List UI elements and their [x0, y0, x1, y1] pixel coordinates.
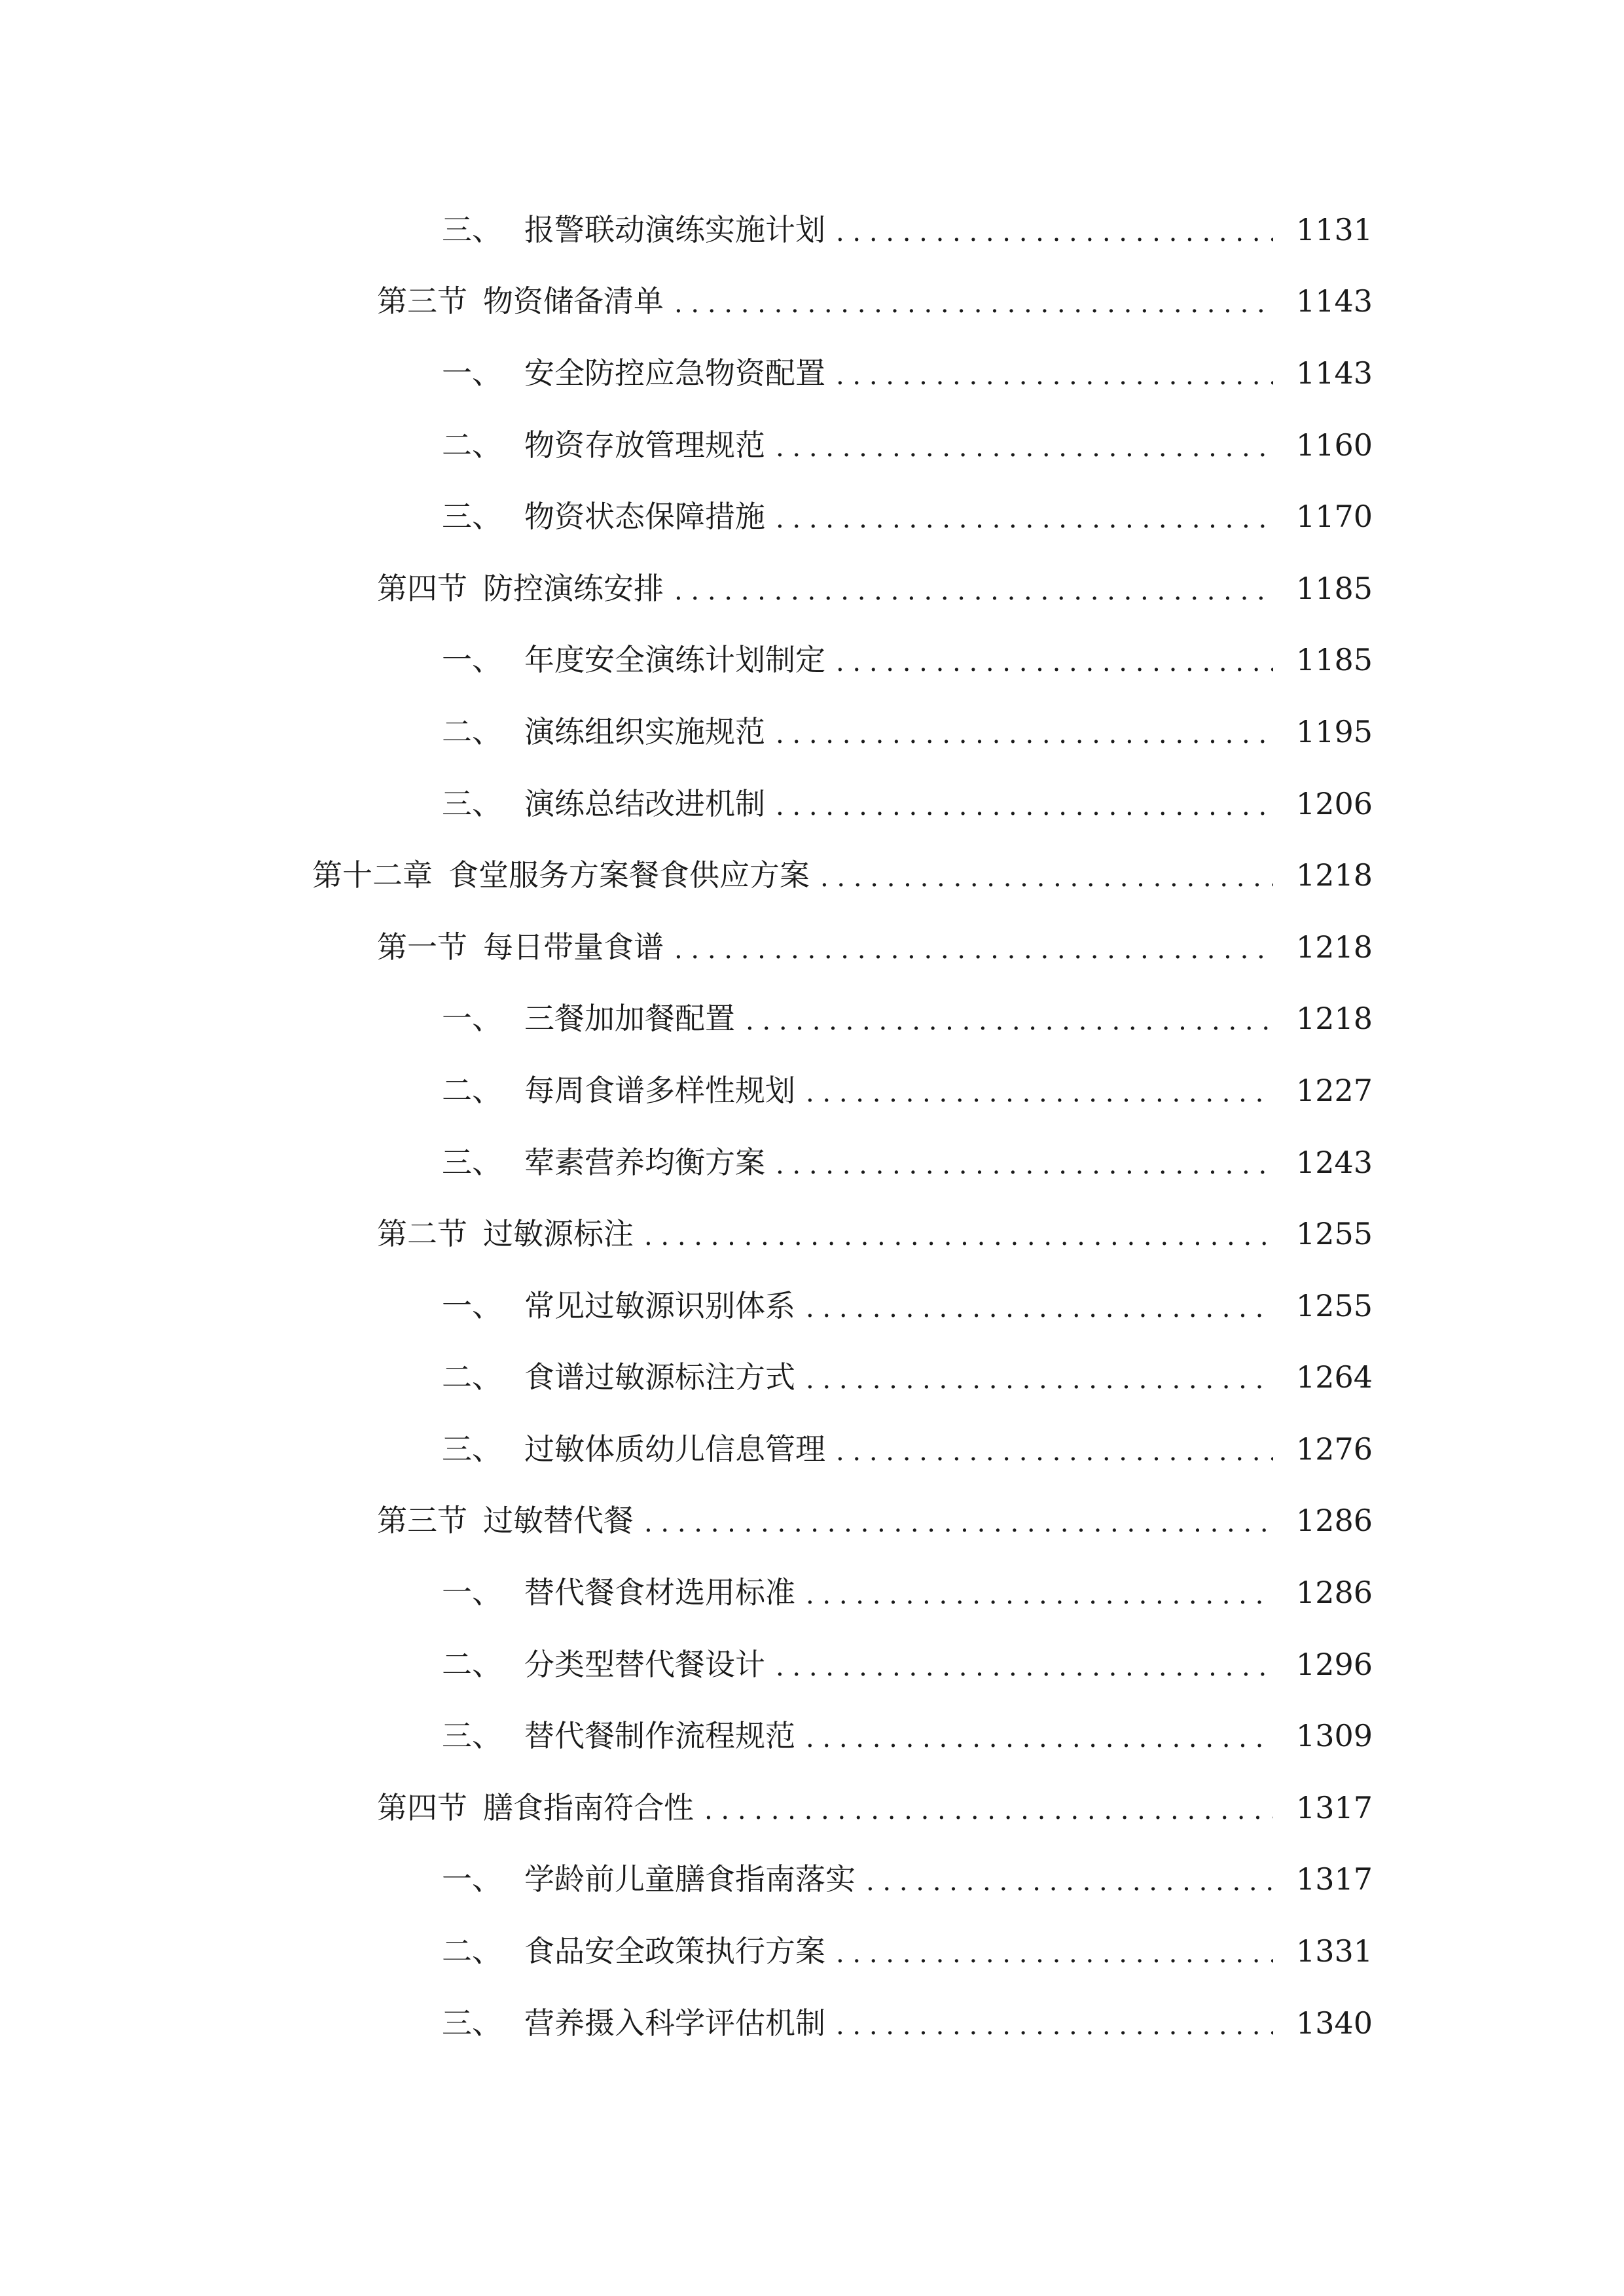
- toc-entry-title: [377, 929, 664, 965]
- toc-entry[interactable]: [0, 983, 1624, 1055]
- toc-entry[interactable]: [0, 1485, 1624, 1557]
- toc-entry-title: [377, 1503, 634, 1539]
- toc-page-number: 1331: [1295, 1933, 1373, 1969]
- toc-page-number: 1185: [1295, 642, 1373, 678]
- toc-entry-text: 学龄前儿童膳食指南落实: [524, 1861, 856, 1897]
- toc-page-number: 1317: [1295, 1789, 1373, 1825]
- toc-entry[interactable]: [0, 1342, 1624, 1414]
- toc-entry-number: 三、: [442, 211, 502, 247]
- toc-entry-title: [442, 1072, 795, 1108]
- toc-entry-title: [442, 1718, 795, 1754]
- toc-entry[interactable]: [0, 1556, 1624, 1628]
- toc-entry-text: 过敏替代餐: [483, 1503, 634, 1539]
- toc-dot-leader: [806, 1295, 1273, 1321]
- toc-entry-title: [442, 642, 825, 678]
- toc-entry[interactable]: [0, 409, 1624, 481]
- toc-dot-leader: [836, 1941, 1273, 1967]
- toc-entry-text: 三餐加加餐配置: [524, 1001, 735, 1037]
- toc-entry[interactable]: [0, 1054, 1624, 1126]
- toc-entry[interactable]: [0, 552, 1624, 624]
- toc-entry-text: 荤素营养均衡方案: [524, 1144, 765, 1180]
- toc-entry-title: [442, 1359, 795, 1395]
- toc-dot-leader: [806, 1725, 1273, 1751]
- toc-entry-number: 第四节: [377, 1789, 467, 1825]
- toc-page-number: 1218: [1295, 1001, 1373, 1037]
- toc-entry-number: 二、: [442, 1646, 502, 1682]
- toc-entry[interactable]: [0, 839, 1624, 911]
- toc-entry-number: 二、: [442, 1072, 502, 1108]
- toc-entry-title: [377, 283, 664, 319]
- toc-page-number: 1143: [1295, 283, 1373, 319]
- toc-entry-text: 食堂服务方案餐食供应方案: [448, 857, 810, 893]
- toc-entry-title: [442, 1287, 795, 1323]
- toc-dot-leader: [866, 1869, 1273, 1895]
- toc-entry-number: 一、: [442, 1001, 502, 1037]
- toc-page-number: 1227: [1295, 1072, 1373, 1108]
- toc-entry-number: 二、: [442, 1933, 502, 1969]
- toc-entry-text: 替代餐食材选用标准: [524, 1575, 795, 1611]
- toc-entry-title: [442, 1861, 856, 1897]
- toc-page-number: 1243: [1295, 1144, 1373, 1180]
- toc-page-number: 1143: [1295, 355, 1373, 391]
- toc-page-number: 1286: [1295, 1503, 1373, 1539]
- toc-entry-text: 过敏源标注: [483, 1216, 634, 1252]
- toc-page-number: 1317: [1295, 1861, 1373, 1897]
- toc-entry-number: 三、: [442, 1144, 502, 1180]
- toc-entry-title: [442, 1575, 795, 1611]
- toc-page-number: 1255: [1295, 1216, 1373, 1252]
- toc-entry-text: 报警联动演练实施计划: [524, 211, 825, 247]
- toc-entry-text: 食谱过敏源标注方式: [524, 1359, 795, 1395]
- toc-entry-text: 演练组织实施规范: [524, 713, 765, 749]
- toc-entry-number: 二、: [442, 713, 502, 749]
- toc-dot-leader: [776, 1654, 1273, 1680]
- toc-dot-leader: [806, 1367, 1273, 1393]
- toc-page-number: 1195: [1295, 713, 1373, 749]
- toc-entry[interactable]: [0, 1844, 1624, 1916]
- toc-entry[interactable]: [0, 1270, 1624, 1342]
- toc-entry-title: [442, 1933, 825, 1969]
- toc-entry-number: 一、: [442, 355, 502, 391]
- toc-entry-text: 营养摄入科学评估机制: [524, 2005, 825, 2041]
- toc-entry-text: 替代餐制作流程规范: [524, 1718, 795, 1754]
- toc-page-number: 1131: [1295, 211, 1373, 247]
- toc-entry-text: 常见过敏源识别体系: [524, 1287, 795, 1323]
- toc-entry-text: 安全防控应急物资配置: [524, 355, 825, 391]
- toc-dot-leader: [836, 1439, 1273, 1465]
- toc-entry-number: 第三节: [377, 283, 467, 319]
- toc-entry-title: [442, 427, 765, 463]
- toc-entry-title: [442, 1001, 735, 1037]
- toc-page-number: 1309: [1295, 1718, 1373, 1754]
- toc-entry[interactable]: [0, 1700, 1624, 1772]
- toc-entry[interactable]: [0, 911, 1624, 983]
- toc-entry-number: 三、: [442, 1431, 502, 1467]
- toc-entry-number: 一、: [442, 642, 502, 678]
- toc-page-number: 1170: [1295, 499, 1373, 535]
- toc-dot-leader: [746, 1008, 1273, 1034]
- toc-page-number: 1296: [1295, 1646, 1373, 1682]
- toc-dot-leader: [644, 1510, 1273, 1536]
- toc-page-number: 1160: [1295, 427, 1373, 463]
- toc-page-number: 1264: [1295, 1359, 1373, 1395]
- toc-entry-number: 第四节: [377, 570, 467, 606]
- toc-entry[interactable]: [0, 768, 1624, 840]
- toc-dot-leader: [836, 219, 1273, 245]
- toc-dot-leader: [776, 506, 1273, 532]
- toc-entry-title: [377, 570, 664, 606]
- toc-entry-title: [442, 355, 825, 391]
- toc-entry[interactable]: [0, 337, 1624, 409]
- toc-dot-leader: [644, 1223, 1273, 1249]
- toc-page-number: 1206: [1295, 785, 1373, 821]
- toc-entry[interactable]: [0, 1915, 1624, 1987]
- toc-entry-text: 演练总结改进机制: [524, 785, 765, 821]
- toc-dot-leader: [674, 937, 1273, 963]
- toc-entry-text: 过敏体质幼儿信息管理: [524, 1431, 825, 1467]
- toc-entry[interactable]: [0, 696, 1624, 768]
- toc-entry-text: 物资存放管理规范: [524, 427, 765, 463]
- toc-entry-number: 三、: [442, 785, 502, 821]
- table-of-contents: [0, 194, 1624, 2058]
- toc-dot-leader: [776, 721, 1273, 747]
- toc-entry[interactable]: [0, 1772, 1624, 1844]
- toc-entry[interactable]: [0, 1198, 1624, 1270]
- toc-entry-number: 二、: [442, 1359, 502, 1395]
- toc-dot-leader: [704, 1797, 1273, 1823]
- toc-entry[interactable]: [0, 194, 1624, 266]
- toc-entry-title: [312, 857, 810, 893]
- toc-entry[interactable]: [0, 266, 1624, 338]
- toc-entry-text: 年度安全演练计划制定: [524, 642, 825, 678]
- toc-entry-title: [442, 1646, 765, 1682]
- toc-dot-leader: [776, 1152, 1273, 1178]
- toc-dot-leader: [776, 435, 1273, 461]
- toc-entry-title: [442, 211, 825, 247]
- toc-entry[interactable]: [0, 1987, 1624, 2059]
- toc-entry-number: 第二节: [377, 1216, 467, 1252]
- toc-page-number: 1276: [1295, 1431, 1373, 1467]
- toc-entry-number: 一、: [442, 1575, 502, 1611]
- toc-page-number: 1255: [1295, 1287, 1373, 1323]
- toc-entry-text: 每周食谱多样性规划: [524, 1072, 795, 1108]
- toc-entry-number: 一、: [442, 1861, 502, 1897]
- toc-entry-number: 第一节: [377, 929, 467, 965]
- toc-entry-text: 每日带量食谱: [483, 929, 664, 965]
- toc-dot-leader: [820, 865, 1273, 891]
- toc-entry-number: 三、: [442, 2005, 502, 2041]
- toc-entry-title: [442, 1431, 825, 1467]
- toc-dot-leader: [776, 793, 1273, 819]
- toc-dot-leader: [674, 578, 1273, 604]
- toc-entry-title: [377, 1216, 634, 1252]
- toc-entry-title: [442, 499, 765, 535]
- toc-entry-title: [442, 2005, 825, 2041]
- toc-entry-text: 物资状态保障措施: [524, 499, 765, 535]
- toc-entry-title: [442, 713, 765, 749]
- toc-page-number: 1218: [1295, 857, 1373, 893]
- toc-dot-leader: [836, 2013, 1273, 2039]
- toc-entry-title: [442, 785, 765, 821]
- toc-entry-text: 食品安全政策执行方案: [524, 1933, 825, 1969]
- toc-entry[interactable]: [0, 1126, 1624, 1198]
- toc-page-number: 1218: [1295, 929, 1373, 965]
- toc-entry-text: 防控演练安排: [483, 570, 664, 606]
- toc-entry-number: 二、: [442, 427, 502, 463]
- toc-entry-text: 分类型替代餐设计: [524, 1646, 765, 1682]
- toc-entry-number: 三、: [442, 1718, 502, 1754]
- toc-dot-leader: [836, 363, 1273, 389]
- toc-page-number: 1340: [1295, 2005, 1373, 2041]
- toc-dot-leader: [674, 291, 1273, 317]
- toc-entry-text: 物资储备清单: [483, 283, 664, 319]
- toc-entry-title: [377, 1789, 694, 1825]
- toc-entry-number: 一、: [442, 1287, 502, 1323]
- toc-entry-number: 第三节: [377, 1503, 467, 1539]
- toc-page-number: 1185: [1295, 570, 1373, 606]
- toc-entry-number: 三、: [442, 499, 502, 535]
- toc-entry-title: [442, 1144, 765, 1180]
- toc-dot-leader: [806, 1582, 1273, 1608]
- toc-entry[interactable]: [0, 1413, 1624, 1485]
- toc-entry[interactable]: [0, 480, 1624, 552]
- toc-dot-leader: [836, 649, 1273, 675]
- toc-page-number: 1286: [1295, 1575, 1373, 1611]
- toc-dot-leader: [806, 1080, 1273, 1106]
- toc-entry-number: 第十二章: [312, 857, 433, 893]
- toc-entry-text: 膳食指南符合性: [483, 1789, 694, 1825]
- toc-entry[interactable]: [0, 624, 1624, 696]
- toc-entry[interactable]: [0, 1628, 1624, 1700]
